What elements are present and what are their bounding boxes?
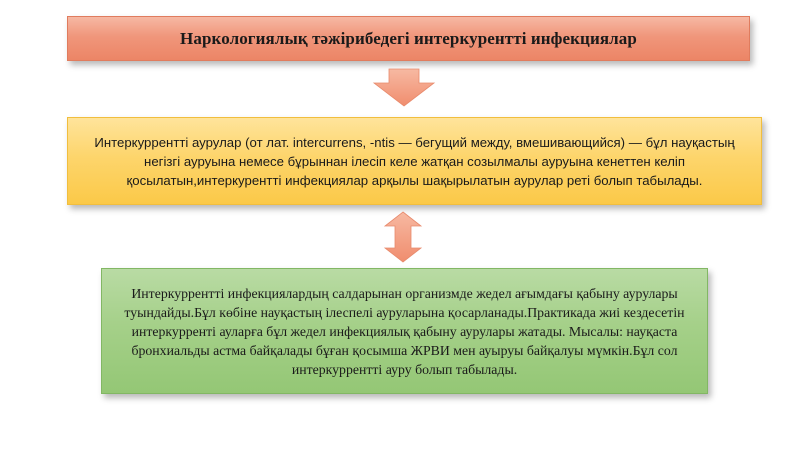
details-box [101,268,708,394]
details-text: Интеркуррентті инфекциялардың салдарынан организмде жедел ағымдағы қабыну аурулары туындайды.Бұл көбіне науқастың ілеспелі ауруларына қосарланады.Практикада жиі кездесетін интеркуррентi ауларға бұл жедел инфекциялық қабыну аурулары жатады. Мысалы: науқаста бронхиальды астма байқалады бұған қосымша ЖРВИ мен ауыруы байқалуы мүмкін.Бұл сол интеркуррентті ауру болып табылады. [124,285,685,377]
definition-text: Интеркуррентті аурулар (от лат. intercurrens, -ntis — бегущий между, вмешивающийся) — бұл науқастың негізгі ауруына немесе бұрыннан ілесіп келе жатқан созылмалы ауруына кенеттен келіп қосылатын,интеркурентті инфекциялар арқылы шақырылатын аурулар реті болып табылады. [94,134,735,188]
title-text: Наркологиялық тәжірибедегі интеркурентті инфекциялар [180,28,637,48]
up-down-arrow-icon [385,212,421,262]
title-box [67,16,750,61]
down-arrow-icon [374,69,434,106]
definition-box [67,117,762,205]
